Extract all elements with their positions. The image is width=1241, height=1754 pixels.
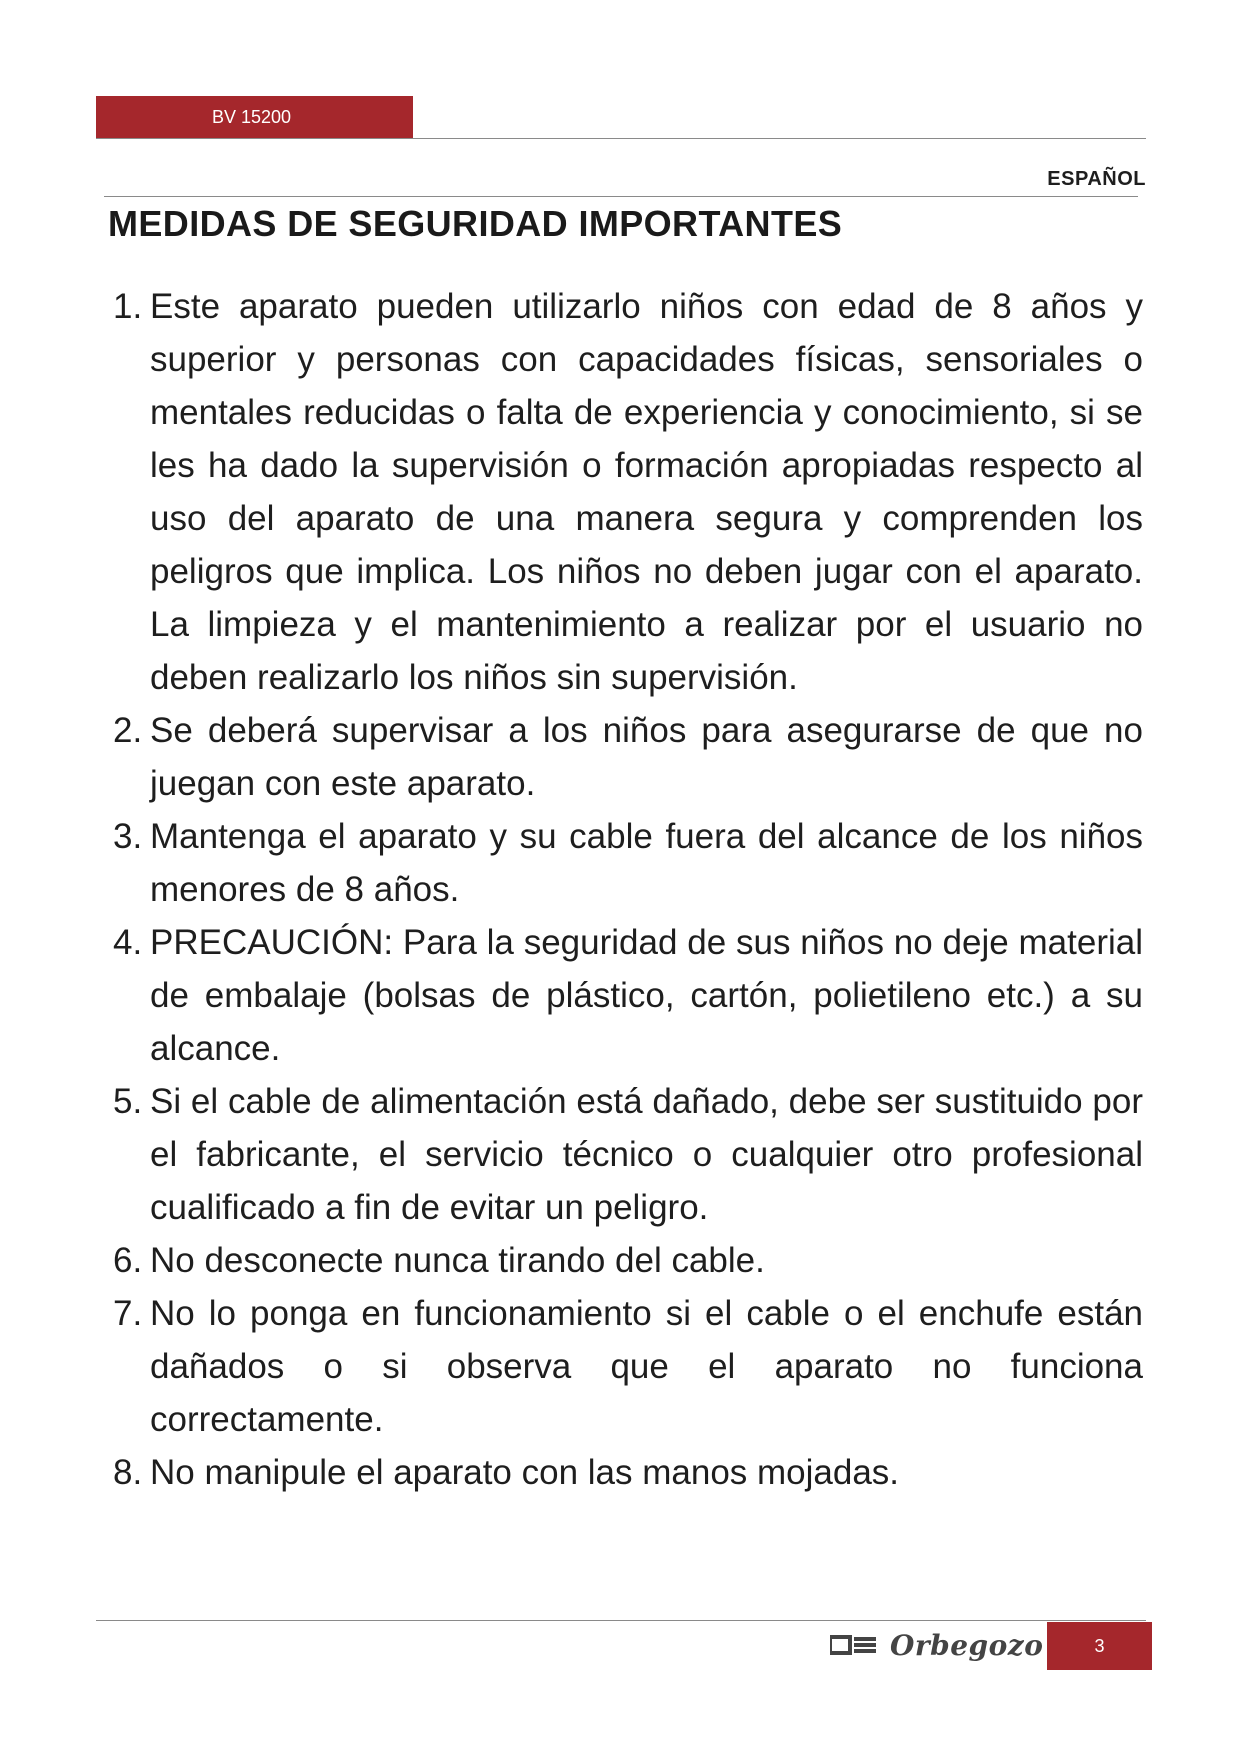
- item-text: No desconecte nunca tirando del cable.: [150, 1241, 765, 1280]
- page-number: [1047, 1622, 1152, 1670]
- item-number: 3.: [113, 817, 143, 856]
- item-number: 5.: [113, 1082, 143, 1121]
- list-item: [113, 1075, 1143, 1234]
- item-number: 2.: [113, 711, 143, 750]
- brand-name: Orbegozo: [890, 1628, 1044, 1662]
- model-label: [96, 96, 413, 138]
- list-item: [113, 916, 1143, 1075]
- item-text: Se deberá supervisar a los niños para asegurarse de que no juegan con este aparato.: [150, 711, 1143, 803]
- page-number-text: 3: [1094, 1635, 1105, 1656]
- brand-logo: [830, 1628, 1043, 1662]
- item-text: Mantenga el aparato y su cable fuera del alcance de los niños menores de 8 años.: [150, 817, 1143, 909]
- item-text: No manipule el aparato con las manos mojadas.: [150, 1453, 900, 1492]
- footer-rule: [96, 1620, 1146, 1621]
- item-number: 6.: [113, 1241, 143, 1280]
- item-text: Si el cable de alimentación está dañado, debe ser sustituido por el fabricante, el servicio técnico o cualquier otro profesional cualificado a fin de evitar un peligro.: [150, 1082, 1143, 1227]
- item-text: PRECAUCIÓN: Para la seguridad de sus niños no deje material de embalaje (bolsas de plástico, cartón, polietileno etc.) a su alcance.: [150, 923, 1143, 1068]
- item-number: 1.: [113, 287, 143, 326]
- list-item: [113, 280, 1143, 704]
- item-number: 7.: [113, 1294, 143, 1333]
- list-item: [113, 704, 1143, 810]
- model-number: BV 15200: [212, 106, 292, 127]
- page-title: MEDIDAS DE SEGURIDAD IMPORTANTES: [108, 203, 843, 244]
- safety-list: [113, 280, 1143, 1499]
- language-rule: [104, 196, 1138, 197]
- list-item: [113, 1287, 1143, 1446]
- item-text: Este aparato pueden utilizarlo niños con edad de 8 años y superior y personas con capacidades físicas, sensoriales o mentales reducidas o falta de experiencia y conocimiento, si se les ha dado la supervisión o formación apropiadas respecto al uso del aparato de una manera segura y comprenden los peligros que implica. Los niños no deben jugar con el aparato. La limpieza y el mantenimiento a realizar por el usuario no deben realizarlo los niños sin supervisión.: [150, 287, 1143, 697]
- list-item: [113, 1446, 1143, 1499]
- list-item: [113, 1234, 1143, 1287]
- item-number: 4.: [113, 923, 143, 962]
- language-label: ESPAÑOL: [1047, 168, 1146, 190]
- list-item: [113, 810, 1143, 916]
- brand-mark-icon: [830, 1635, 876, 1655]
- item-number: 8.: [113, 1453, 143, 1492]
- item-text: No lo ponga en funcionamiento si el cable o el enchufe están dañados o si observa que el aparato no funciona correctamente.: [150, 1294, 1143, 1439]
- header-rule: [96, 138, 1146, 139]
